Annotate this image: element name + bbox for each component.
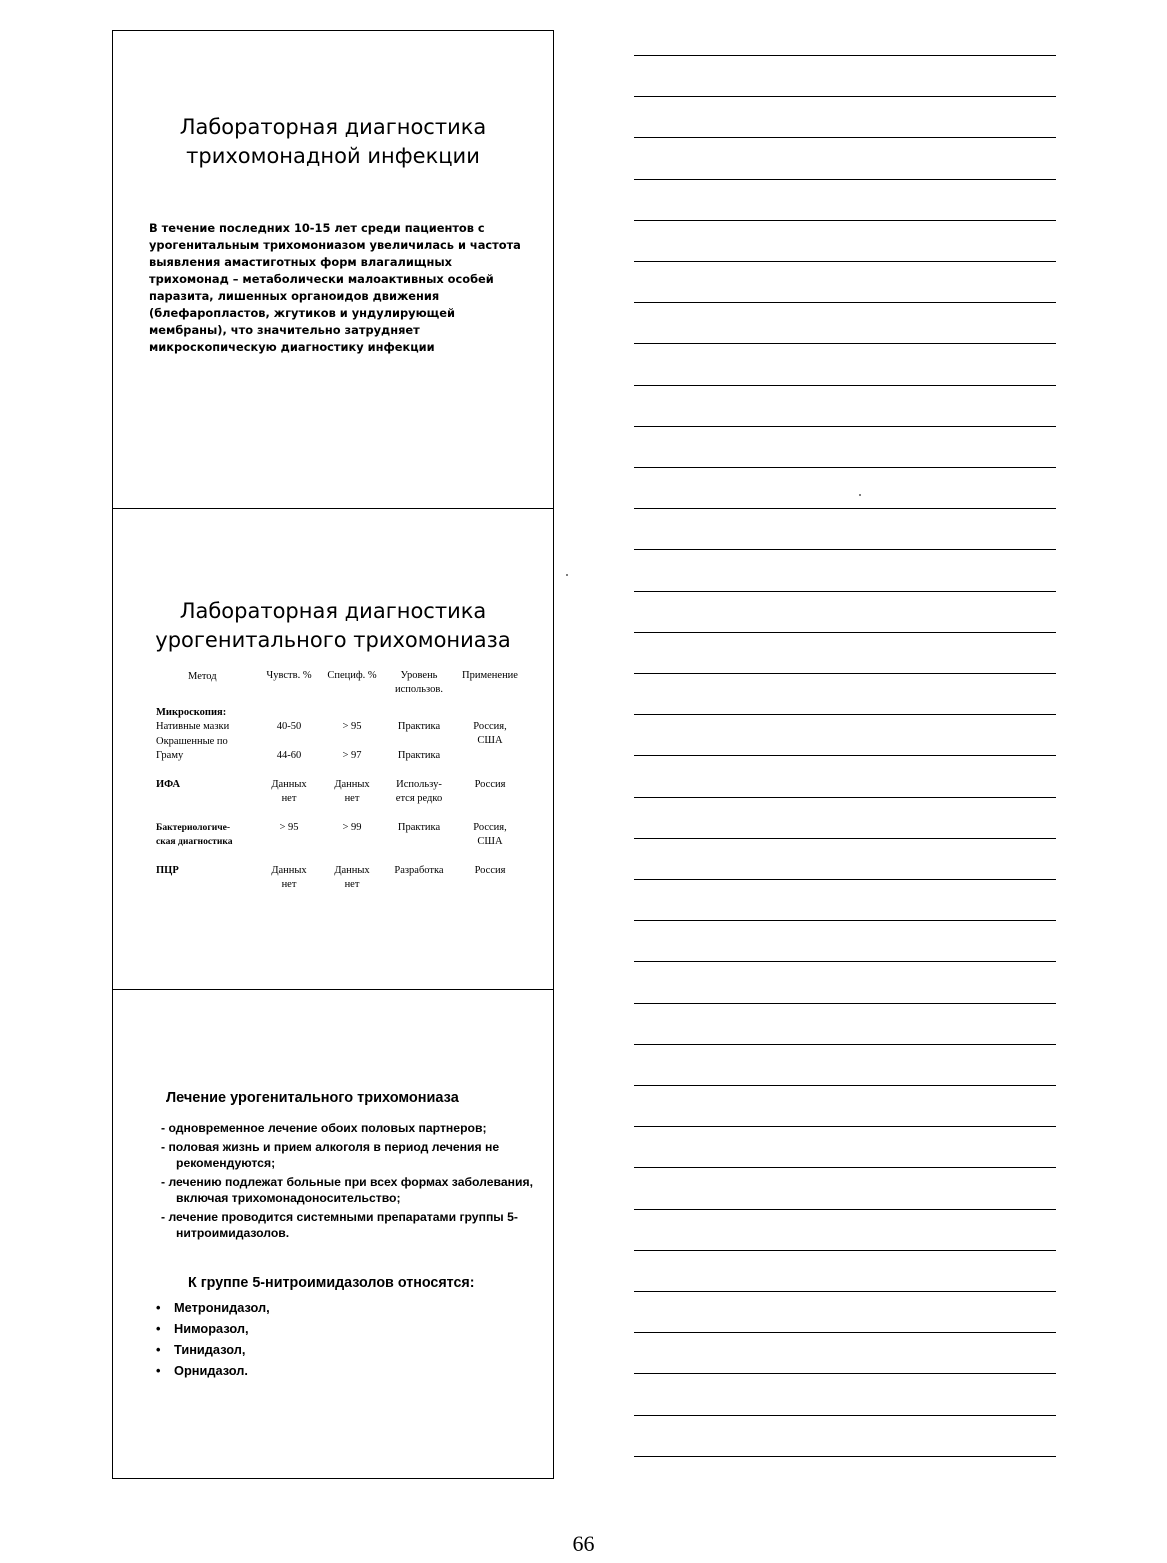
table-cell-specificity: > 95	[342, 721, 362, 732]
slide-3	[112, 989, 554, 1479]
table-header-method: Метод	[188, 671, 217, 682]
table-cell-sensitivity: Данных нет	[271, 865, 307, 890]
slide-1-body-line: выявления амастиготных форм влагалищных	[149, 255, 452, 269]
table-cell-specificity: Данных нет	[334, 779, 370, 804]
note-line	[634, 673, 1056, 674]
table-cell-application: Россия, США	[473, 721, 507, 746]
note-line	[634, 1167, 1056, 1168]
note-line	[634, 1332, 1056, 1333]
table-cell-sensitivity: 44-60	[276, 750, 302, 761]
note-line	[634, 838, 1056, 839]
slide-1-body-line: урогенитальным трихомониазом увеличилась и частота	[149, 238, 521, 252]
list-item	[156, 1360, 270, 1381]
slide-1-body-line: трихомонад – метаболически малоактивных особей	[149, 272, 494, 286]
slide-3-subheading: К группе 5-нитроимидазолов относятся:	[188, 1275, 475, 1291]
note-line	[634, 1003, 1056, 1004]
note-line	[634, 1415, 1056, 1416]
slide-1-body-line: (блефаропластов, жгутиков и ундулирующей	[149, 306, 455, 320]
list-item: - половая жизнь и прием алкоголя в период лечения не рекомендуются;	[161, 1140, 500, 1170]
slide-1-body-line: В течение последних 10-15 лет среди пациентов с	[149, 221, 485, 235]
note-line	[634, 1044, 1056, 1045]
table-cell-usage-level: Практика	[397, 721, 441, 732]
table-cell-usage-level: Практика	[397, 750, 441, 761]
note-line	[634, 508, 1056, 509]
note-line	[634, 1373, 1056, 1374]
page-number: 66	[572, 1531, 595, 1556]
note-line	[634, 302, 1056, 303]
slide-1-title	[113, 113, 553, 171]
table-cell-application: Россия	[474, 865, 506, 876]
note-line	[634, 632, 1056, 633]
note-line	[634, 755, 1056, 756]
list-item	[156, 1318, 270, 1339]
table-cell-usage-level: Разработка	[394, 865, 444, 876]
table-cell-application: Россия, США	[473, 822, 507, 847]
table-cell-sensitivity: > 95	[279, 822, 299, 833]
table-cell-sensitivity: 40-50	[276, 721, 302, 732]
scan-speck	[566, 574, 568, 576]
table-header-application: Применение	[462, 670, 518, 681]
slide-2-title-line-2: урогенитального трихомониаза	[155, 628, 511, 652]
table-cell-usage-level: Практика	[397, 822, 441, 833]
list-item: - лечение проводится системными препаратами группы 5-нитроимидазолов.	[161, 1210, 518, 1240]
note-line	[634, 920, 1056, 921]
bullet-icon: •	[156, 1363, 161, 1378]
slide-1-body-line: мембраны), что значительно затрудняет	[149, 323, 420, 337]
slide-1-body-line: микроскопическую диагностику инфекции	[149, 340, 435, 354]
note-line	[634, 797, 1056, 798]
note-line	[634, 220, 1056, 221]
slide-1-title-line-2: трихомонадной инфекции	[186, 144, 480, 168]
table-group-label: Микроскопия:	[156, 707, 227, 718]
note-line	[634, 1085, 1056, 1086]
table-cell-sensitivity: Данных нет	[271, 779, 307, 804]
bullet-icon: •	[156, 1342, 161, 1357]
table-cell-method: Нативные мазки	[156, 721, 230, 732]
note-line	[634, 1250, 1056, 1251]
table-header-usage-level: Уровень использов.	[395, 670, 443, 695]
slide-1-title-line-1: Лабораторная диагностика	[179, 115, 487, 139]
note-line	[634, 179, 1056, 180]
note-line	[634, 137, 1056, 138]
note-line	[634, 591, 1056, 592]
note-line	[634, 879, 1056, 880]
note-line	[634, 961, 1056, 962]
slide-2-title-line-1: Лабораторная диагностика	[179, 599, 487, 623]
note-line	[634, 467, 1056, 468]
table-header-specificity: Специф. %	[327, 670, 377, 681]
drug-name: Орнидазол.	[174, 1363, 248, 1378]
drugs-list	[156, 1297, 270, 1381]
list-item	[156, 1339, 270, 1360]
bullet-icon: •	[156, 1321, 161, 1336]
slide-1-body	[149, 220, 529, 356]
table-header-sensitivity: Чувств. %	[266, 670, 312, 681]
slide-2	[112, 508, 554, 990]
table-cell-application: Россия	[474, 779, 506, 790]
note-line	[634, 1291, 1056, 1292]
note-line	[634, 426, 1056, 427]
notes-lines	[634, 0, 1056, 1500]
note-line	[634, 343, 1056, 344]
table-cell-method: ИФА	[156, 779, 181, 790]
note-line	[634, 714, 1056, 715]
bullet-icon: •	[156, 1300, 161, 1315]
table-cell-specificity: > 97	[342, 750, 362, 761]
list-item: - одновременное лечение обоих половых партнеров;	[161, 1121, 487, 1135]
table-cell-method: Бактериологиче- ская диагностика	[156, 822, 233, 847]
note-line	[634, 1126, 1056, 1127]
list-item: - лечению подлежат больные при всех формах заболевания, включая трихомонадоносительство;	[161, 1175, 533, 1205]
table-cell-method: ПЦР	[156, 865, 179, 876]
note-line	[634, 1209, 1056, 1210]
note-line	[634, 1456, 1056, 1457]
scan-speck	[859, 494, 861, 496]
slide-2-title	[113, 597, 553, 655]
slide-3-heading: Лечение урогенитального трихомониаза	[166, 1090, 459, 1106]
note-line	[634, 55, 1056, 56]
note-line	[634, 549, 1056, 550]
list-item	[156, 1297, 270, 1318]
drug-name: Ниморазол,	[174, 1321, 249, 1336]
note-line	[634, 96, 1056, 97]
table-cell-method: Окрашенные по Граму	[156, 736, 228, 761]
table-cell-specificity: > 99	[342, 822, 362, 833]
slide-1	[112, 30, 554, 509]
note-line	[634, 261, 1056, 262]
drug-name: Тинидазол,	[174, 1342, 246, 1357]
drug-name: Метронидазол,	[174, 1300, 270, 1315]
treatment-points-list	[161, 1120, 546, 1244]
table-cell-usage-level: Использу- ется редко	[395, 779, 443, 804]
note-line	[634, 385, 1056, 386]
slide-1-body-line: паразита, лишенных органоидов движения	[149, 289, 440, 303]
table-cell-specificity: Данных нет	[334, 865, 370, 890]
